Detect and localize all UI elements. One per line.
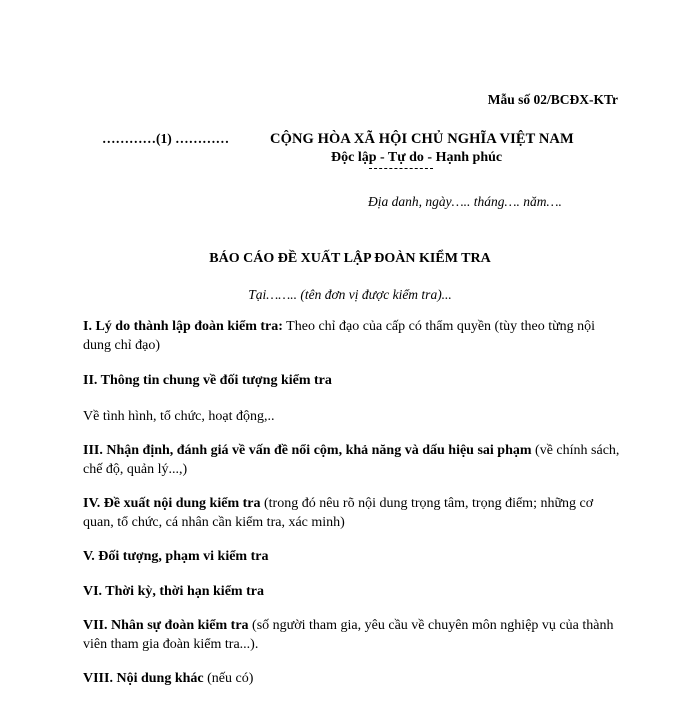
section-heading: VI. Thời kỳ, thời hạn kiểm tra <box>83 583 264 599</box>
section-heading: III. Nhận định, đánh giá về vấn đề nổi cộm, khả năng và dấu hiệu sai phạm <box>83 443 532 458</box>
section-general-info-detail <box>83 408 623 427</box>
section-proposed-content <box>83 495 623 532</box>
form-code: Mẫu số 02/BCĐX-KTr <box>487 92 618 107</box>
section-text: (nếu có) <box>203 671 254 686</box>
section-other <box>83 670 623 689</box>
section-heading: V. Đối tượng, phạm vi kiểm tra <box>83 549 269 564</box>
section-text: (trong đó nêu rõ nội dung trọng tâm, trọng điểm; những cơ quan, tổ chức, cá nhân cần kiểm tra, xác minh) <box>83 496 594 530</box>
section-text: Về tình hình, tổ chức, hoạt động,.. <box>83 408 275 424</box>
place-date-line: Địa danh, ngày….. tháng…. năm…. <box>368 194 562 209</box>
organization-placeholder: …………(1) ………… <box>102 131 230 146</box>
document-subtitle: Tại…….. (tên đơn vị được kiểm tra)... <box>248 287 452 302</box>
country-name: CỘNG HÒA XÃ HỘI CHỦ NGHĨA VIỆT NAM <box>270 131 574 147</box>
section-personnel <box>83 617 623 654</box>
section-timeframe <box>83 583 623 602</box>
document-title: BÁO CÁO ĐỀ XUẤT LẬP ĐOÀN KIỂM TRA <box>209 251 491 266</box>
section-reason <box>83 318 623 355</box>
section-heading: VIII. Nội dung khác <box>83 671 204 686</box>
section-heading: IV. Đề xuất nội dung kiểm tra <box>83 496 261 511</box>
section-heading: I. Lý do thành lập đoàn kiểm tra: <box>83 319 283 334</box>
motto-underline <box>369 168 433 169</box>
national-motto: Độc lập - Tự do - Hạnh phúc <box>331 150 503 165</box>
section-assessment <box>83 442 623 479</box>
section-heading: VII. Nhân sự đoàn kiểm tra <box>83 618 249 633</box>
section-text: (về chính sách, chế độ, quản lý...,) <box>83 443 620 477</box>
section-text: (số người tham gia, yêu cầu về chuyên môn nghiệp vụ của thành viên tham gia đoàn kiểm tra...). <box>83 618 614 652</box>
section-heading: II. Thông tin chung về đối tượng kiểm tra <box>83 373 332 388</box>
section-general-info <box>83 372 623 391</box>
section-text: Theo chỉ đạo của cấp có thẩm quyền (tùy theo từng nội dung chỉ đạo) <box>83 319 596 353</box>
report-sections <box>83 318 623 705</box>
section-scope <box>83 548 623 567</box>
